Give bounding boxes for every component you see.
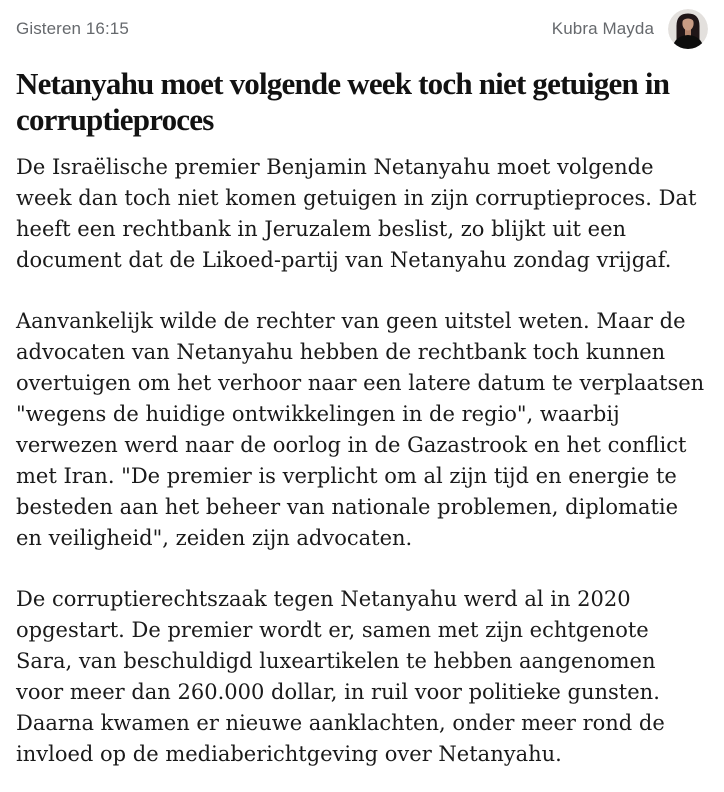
article-headline: Netanyahu moet volgende week toch niet getuigen in corruptieproces [16,66,670,137]
author-byline [552,9,708,49]
author-name: Kubra Mayda [551,19,654,38]
author-photo [668,9,708,49]
article-body [16,152,708,770]
author-avatar [668,9,708,49]
article-paragraph: De corruptierechtszaak tegen Netanyahu werd al in 2020 opgestart. De premier wordt er, samen met zijn echtgenote Sara, van beschuldigd luxeartikelen te hebben aangenomen voor meer dan 260.000 dollar, in ruil voor politieke gunsten. Daarna kwamen er nieuwe aanklachten, onder meer rond de invloed op de mediaberichtgeving over Netanyahu. [16,587,665,766]
post-timestamp: Gisteren 16:15 [16,19,129,38]
article-paragraph: Aanvankelijk wilde de rechter van geen uitstel weten. Maar de advocaten van Netanyahu hebben de rechtbank toch kunnen overtuigen om het verhoor naar een latere datum te verplaatsen "wegens de huidige ontwikkelingen in de regio", waarbij verwezen werd naar de oorlog in de Gazastrook en het conflict met Iran. "De premier is verplicht om al zijn tijd en energie te besteden aan het beheer van nationale problemen, diplomatie en veiligheid", zeiden zijn advocaten. [16,309,705,550]
post-header [16,9,708,49]
article-paragraph: De Israëlische premier Benjamin Netanyahu moet volgende week dan toch niet komen getuigen in zijn corruptieproces. Dat heeft een rechtbank in Jeruzalem beslist, zo blijkt uit een document dat de Likoed-partij van Netanyahu zondag vrijgaf. [16,155,697,272]
